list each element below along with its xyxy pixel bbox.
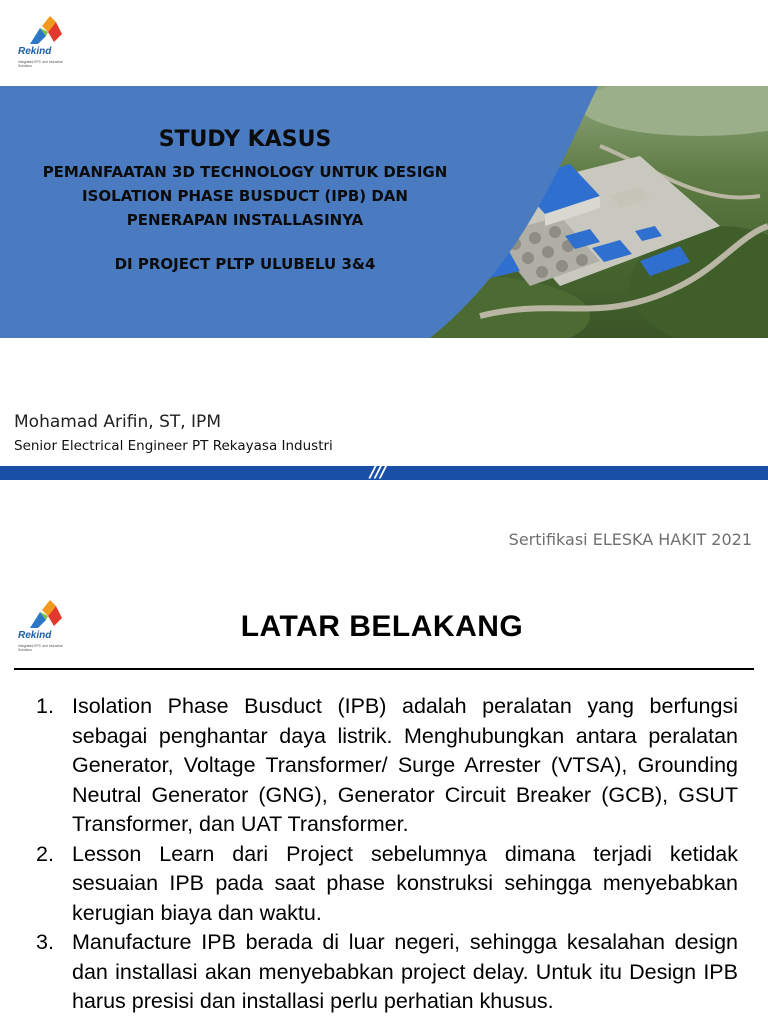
list-item [36, 928, 738, 1017]
cover-subtitle-line-3: PENERAPAN INSTALLASINYA [126, 211, 364, 229]
list-item [36, 692, 738, 840]
cover-project: DI PROJECT PLTP ULUBELU 3&4 [114, 255, 376, 273]
list-item-number: 2. [36, 841, 54, 866]
list-item-text: Manufacture IPB berada di luar negeri, sehingga kesalahan design dan installasi akan menyebabkan project delay. Untuk itu Design IPB harus presisi dan installasi perlu perhatian khusus. [72, 930, 738, 1013]
cover-subtitle-line-1: PEMANFAATAN 3D TECHNOLOGY UNTUK DESIGN [42, 163, 448, 181]
cover-subtitle-line-2: ISOLATION PHASE BUSDUCT (IPB) DAN [82, 187, 408, 205]
list-item-text: Lesson Learn dari Project sebelumnya dimana terjadi ketidak sesuaian IPB pada saat phase konstruksi sehingga menyebabkan kerugian biaya dan waktu. [72, 841, 738, 925]
logo-tagline: Integrated EPC and Industrial Solutions [18, 644, 63, 652]
list-item-text: Isolation Phase Busduct (IPB) adalah peralatan yang berfungsi sebagai penghantar daya listrik. Menghubungkan antara peralatan Generator, Voltage Transformer/ Surge Arrester (VTSA), Grounding Neutral Generator (GNG), Generator Circuit Breaker (GCB), GSUT Transformer, dan UAT Transformer. [72, 694, 738, 836]
cover-title: STUDY KASUS [158, 127, 332, 152]
author-role: Senior Electrical Engineer PT Rekayasa Industri [14, 438, 333, 454]
slide-title: LATAR BELAKANG [240, 610, 524, 643]
title-rule [14, 668, 754, 670]
list-item-number: 1. [36, 694, 54, 718]
cover-title-block [20, 126, 470, 276]
divider-mark: /// [370, 462, 386, 482]
rekind-logo [16, 16, 76, 86]
logo-brand: Rekind [18, 46, 52, 57]
certification-text: Sertifikasi ELESKA HAKIT 2021 [508, 530, 752, 549]
rekind-logo-icon [26, 16, 66, 46]
logo-tagline: Integrated EPC and Industrial Solutions [18, 60, 63, 68]
logo-brand: Rekind [18, 630, 52, 641]
author-name: Mohamad Arifin, ST, IPM [14, 412, 221, 432]
cover-banner [0, 86, 768, 338]
background-points [36, 692, 738, 1017]
list-item-number: 3. [36, 930, 54, 954]
list-item [36, 840, 738, 929]
